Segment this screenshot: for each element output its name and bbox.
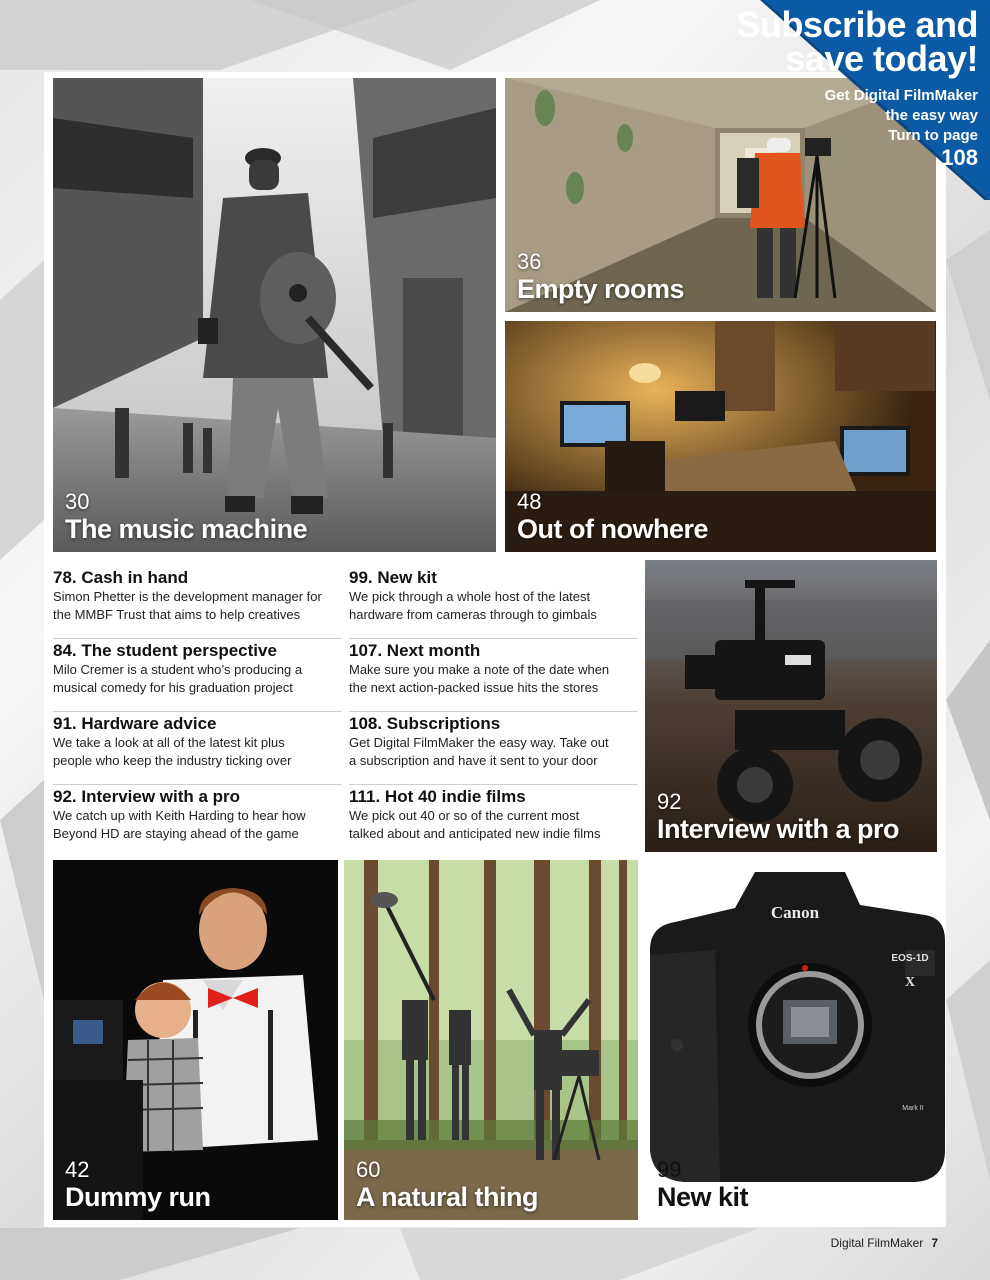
banner-subtext-3: Turn to page [888, 127, 978, 144]
feature-page-number: 42 [65, 1157, 90, 1182]
camera-mark-label: X [904, 975, 916, 990]
contents-entry[interactable] [53, 639, 342, 712]
page-footer [831, 1236, 938, 1250]
entry-heading: 84. The student perspective [53, 641, 277, 660]
feature-new-kit[interactable] [645, 860, 945, 1220]
feature-page-number: 92 [657, 789, 682, 814]
entry-description: We catch up with Keith Harding to hear how Beyond HD are staying ahead of the game [53, 808, 306, 841]
banner-page-number: 108 [941, 145, 978, 170]
subscribe-banner-text [736, 4, 978, 170]
contents-entry[interactable] [349, 566, 638, 639]
entry-heading: 78. Cash in hand [53, 568, 189, 587]
feature-title: The music machine [65, 514, 308, 544]
entry-heading: 92. Interview with a pro [53, 787, 241, 806]
entry-description: Milo Cremer is a student who’s producing a musical comedy for his graduation project [53, 662, 303, 695]
contents-column-left [53, 566, 342, 858]
feature-page-number: 30 [65, 489, 90, 514]
entry-description: Simon Phetter is the development manager for the MMBF Trust that aims to help creatives [53, 589, 322, 622]
feature-caption [65, 490, 307, 544]
feature-caption [356, 1158, 538, 1212]
feature-a-natural-thing[interactable] [344, 860, 638, 1220]
contents-entry[interactable] [53, 712, 342, 785]
feature-page-number: 36 [517, 249, 542, 274]
entry-heading: 107. Next month [349, 641, 481, 660]
subscribe-banner[interactable] [570, 0, 990, 200]
entry-heading: 108. Subscriptions [349, 714, 501, 733]
contents-entry[interactable] [53, 785, 342, 858]
feature-interview-with-a-pro[interactable] [645, 560, 937, 852]
camera-edition-label: Mark II [902, 1105, 924, 1112]
banner-subtext-2: the easy way [885, 107, 978, 124]
contents-column-right [349, 566, 638, 858]
camera-brand-label: Canon [770, 903, 820, 922]
entry-description: We take a look at all of the latest kit plus people who keep the industry ticking over [53, 735, 292, 768]
feature-page-number: 48 [517, 489, 542, 514]
feature-page-number: 99 [657, 1157, 682, 1182]
banner-subtext-1: Get Digital FilmMaker [824, 87, 978, 104]
contents-entry[interactable] [53, 566, 342, 639]
feature-title: New kit [657, 1182, 749, 1212]
feature-caption [65, 1158, 211, 1212]
dslr-camera-photo [645, 860, 945, 1190]
banner-headline-line-1: Subscribe and [736, 4, 978, 45]
entry-description: Get Digital FilmMaker the easy way. Take out a subscription and have it sent to your door [349, 735, 609, 768]
entry-description: Make sure you make a note of the date when the next action-packed issue hits the stores [349, 662, 610, 695]
feature-dummy-run[interactable] [53, 860, 338, 1220]
feature-page-number: 60 [356, 1157, 381, 1182]
feature-caption [657, 790, 899, 844]
feature-title: Out of nowhere [517, 514, 708, 544]
entry-heading: 111. Hot 40 indie films [349, 787, 526, 806]
entry-heading: 99. New kit [349, 568, 437, 587]
banner-headline-line-2: save today! [785, 38, 978, 79]
feature-title: Empty rooms [517, 274, 685, 304]
footer-magazine-name: Digital FilmMaker [830, 1236, 924, 1250]
feature-music-machine[interactable] [53, 78, 496, 552]
street-photo [53, 78, 496, 552]
feature-caption [517, 250, 684, 304]
contents-entry[interactable] [349, 712, 638, 785]
feature-caption [517, 490, 708, 544]
feature-title: A natural thing [356, 1182, 538, 1212]
contents-entry[interactable] [349, 785, 638, 858]
feature-out-of-nowhere[interactable] [505, 321, 936, 552]
camera-model-label: EOS-1D [891, 953, 929, 964]
feature-caption [657, 1158, 748, 1212]
feature-title: Dummy run [65, 1182, 211, 1212]
contents-entry[interactable] [349, 639, 638, 712]
entry-description: We pick out 40 or so of the current most talked about and anticipated new indie films [349, 808, 601, 841]
entry-description: We pick through a whole host of the latest hardware from cameras through to gimbals [349, 589, 597, 622]
feature-title: Interview with a pro [657, 814, 900, 844]
footer-page-number: 7 [931, 1236, 938, 1250]
entry-heading: 91. Hardware advice [53, 714, 217, 733]
